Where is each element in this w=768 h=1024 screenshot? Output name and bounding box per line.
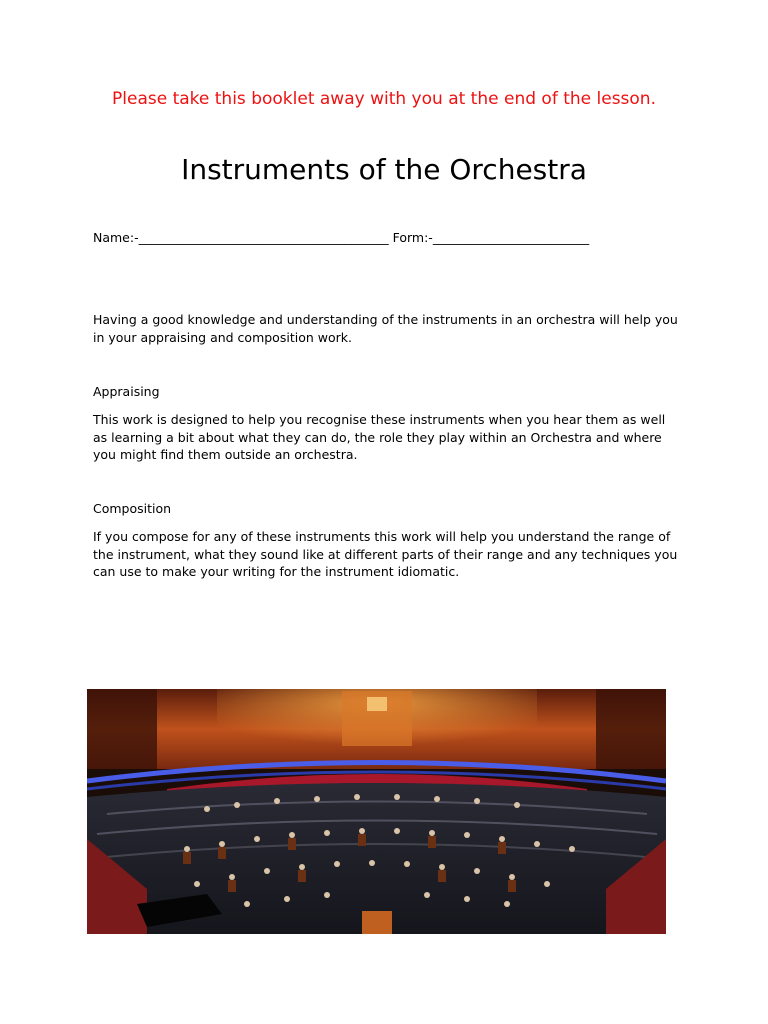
form-label: Form:- <box>392 230 433 245</box>
appraising-paragraph <box>93 411 678 464</box>
intro-text: Having a good knowledge and understanding of the instruments in an orchestra will help you in your appraising and composition work. <box>93 312 678 345</box>
name-blank: ________________________________________ <box>138 230 389 245</box>
section-text: This work is designed to help you recognise these instruments when you hear them as well as learning a bit about what they can do, the role they play within an Orchestra and where you might find them outside an orchestra. <box>93 412 666 462</box>
intro-paragraph <box>93 311 678 346</box>
page-title: Instruments of the Orchestra <box>181 153 587 186</box>
orchestra-photo <box>87 689 666 934</box>
composition-heading <box>93 500 678 518</box>
section-text: If you compose for any of these instruments this work will help you understand the range of the instrument, what they sound like at different parts of their range and any techniques you can use to make your writing for the instrument idiomatic. <box>93 529 678 579</box>
composition-paragraph <box>93 528 678 581</box>
orchestra-photo-illustration <box>87 689 666 934</box>
section-heading: Composition <box>93 501 172 516</box>
name-form-line <box>93 229 589 246</box>
section-heading: Appraising <box>93 384 160 399</box>
form-blank: _________________________ <box>432 230 590 245</box>
appraising-heading <box>93 383 678 401</box>
notice-text: Please take this booklet away with you at the end of the lesson. <box>112 89 656 109</box>
name-label: Name:- <box>93 230 139 245</box>
